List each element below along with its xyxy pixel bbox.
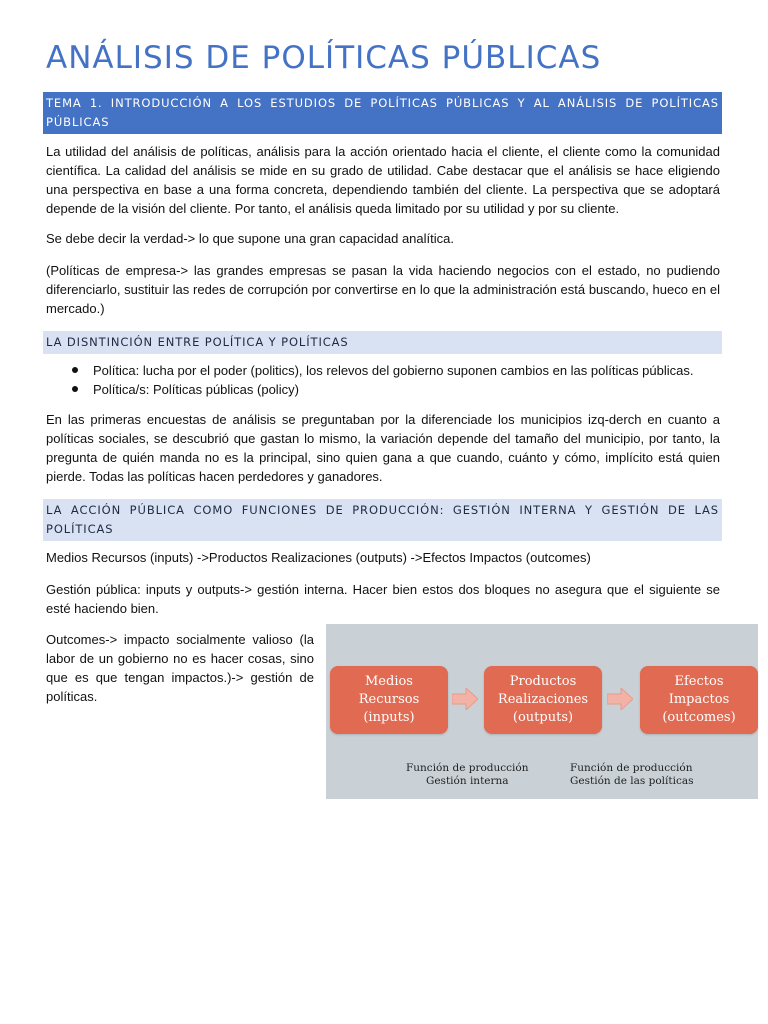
diagram-box-inputs: [330, 666, 448, 734]
box-line: Productos: [509, 674, 577, 689]
caption-line: Función de producción: [570, 762, 693, 774]
box-line: Efectos: [674, 674, 724, 689]
box-line: Medios: [365, 674, 413, 689]
caption-line: Gestión interna: [425, 775, 509, 787]
caption-line: Función de producción: [406, 762, 529, 774]
section-heading-accion-publica: LA ACCIÓN PÚBLICA COMO FUNCIONES DE PRODUCCIÓN: GESTIÓN INTERNA Y GESTIÓN DE LAS POLÍTICAS: [43, 499, 722, 541]
box-line: (inputs): [363, 710, 415, 725]
section2-paragraph-2: Gestión pública: inputs y outputs-> gestión interna. Hacer bien estos dos bloques no asegura que el siguiente se esté haciendo bien.: [46, 582, 720, 616]
caption-gestion-politicas: [570, 762, 693, 788]
bullet-text: Política: lucha por el poder (politics), los relevos del gobierno suponen cambios en las políticas públicas.: [93, 363, 694, 378]
intro-paragraph-2: Se debe decir la verdad-> lo que supone una gran capacidad analítica.: [46, 231, 454, 246]
bullet-icon: [72, 386, 78, 392]
arrow-right-icon: [452, 688, 478, 710]
section-heading-politica: LA DISNTINCIÓN ENTRE POLÍTICA Y POLÍTICAS: [43, 331, 722, 354]
box-line: Impactos: [668, 692, 730, 707]
intro-paragraph-3: (Políticas de empresa-> las grandes empresas se pasan la vida haciendo negocios con el estado, no pudiendo diferenciarlo, sustituir las redes de corrupción por convertirse en lo que la administración está buscando, hueco en el mercado.): [46, 263, 720, 316]
intro-paragraph-1: La utilidad del análisis de políticas, análisis para la acción orientado hacia el cliente, el cliente como la comunidad científica. La calidad del análisis se mide en su grado de utilidad. Cabe destacar que el análisis se hace eligiendo una perspectiva en base a una forma concreta, dependiendo también del cliente. La perspectiva que se adoptará depende de la visión del cliente. Por tanto, el análisis queda limitado por su utilidad y por su cliente.: [46, 144, 720, 216]
politica-bullet-list: [46, 361, 720, 399]
caption-gestion-interna: [406, 762, 529, 788]
section2-paragraph-1: Medios Recursos (inputs) ->Productos Realizaciones (outputs) ->Efectos Impactos (outcomes): [46, 550, 591, 565]
diagram-box-outputs: [484, 666, 602, 734]
bullet-icon: [72, 367, 78, 373]
box-line: Realizaciones: [497, 692, 589, 707]
document-title: ANÁLISIS DE POLÍTICAS PÚBLICAS: [46, 40, 602, 76]
bullet-text: Política/s: Políticas públicas (policy): [93, 382, 299, 397]
box-line: (outputs): [512, 710, 574, 725]
section2-paragraph-3: Outcomes-> impacto socialmente valioso (la labor de un gobierno no es hacer cosas, sino que es que tengan impactos.)-> gestión de políticas.: [46, 632, 314, 704]
section1-paragraph: En las primeras encuestas de análisis se preguntaban por la diferenciade los municipios izq-derch en cuanto a políticas sociales, se descubrió que gastan lo mismo, la variación depende del tamaño del municipio, por tanto, la pregunta de quién manda no es la principal, sino quien gana a que cuando, cuánto y cómo, implícito está quien pierde. Todas las políticas hacen perdedores y ganadores.: [46, 412, 720, 484]
diagram-box-outcomes: [640, 666, 758, 734]
box-line: (outcomes): [662, 710, 736, 725]
list-item: [46, 361, 720, 380]
box-line: Recursos: [358, 692, 420, 707]
arrow-right-icon: [607, 688, 633, 710]
caption-line: Gestión de las políticas: [570, 775, 694, 787]
topic-heading: TEMA 1. INTRODUCCIÓN A LOS ESTUDIOS DE POLÍTICAS PÚBLICAS Y AL ANÁLISIS DE POLÍTICAS PÚBLICAS: [43, 92, 722, 134]
production-function-diagram: [326, 624, 758, 799]
list-item: [46, 380, 720, 399]
